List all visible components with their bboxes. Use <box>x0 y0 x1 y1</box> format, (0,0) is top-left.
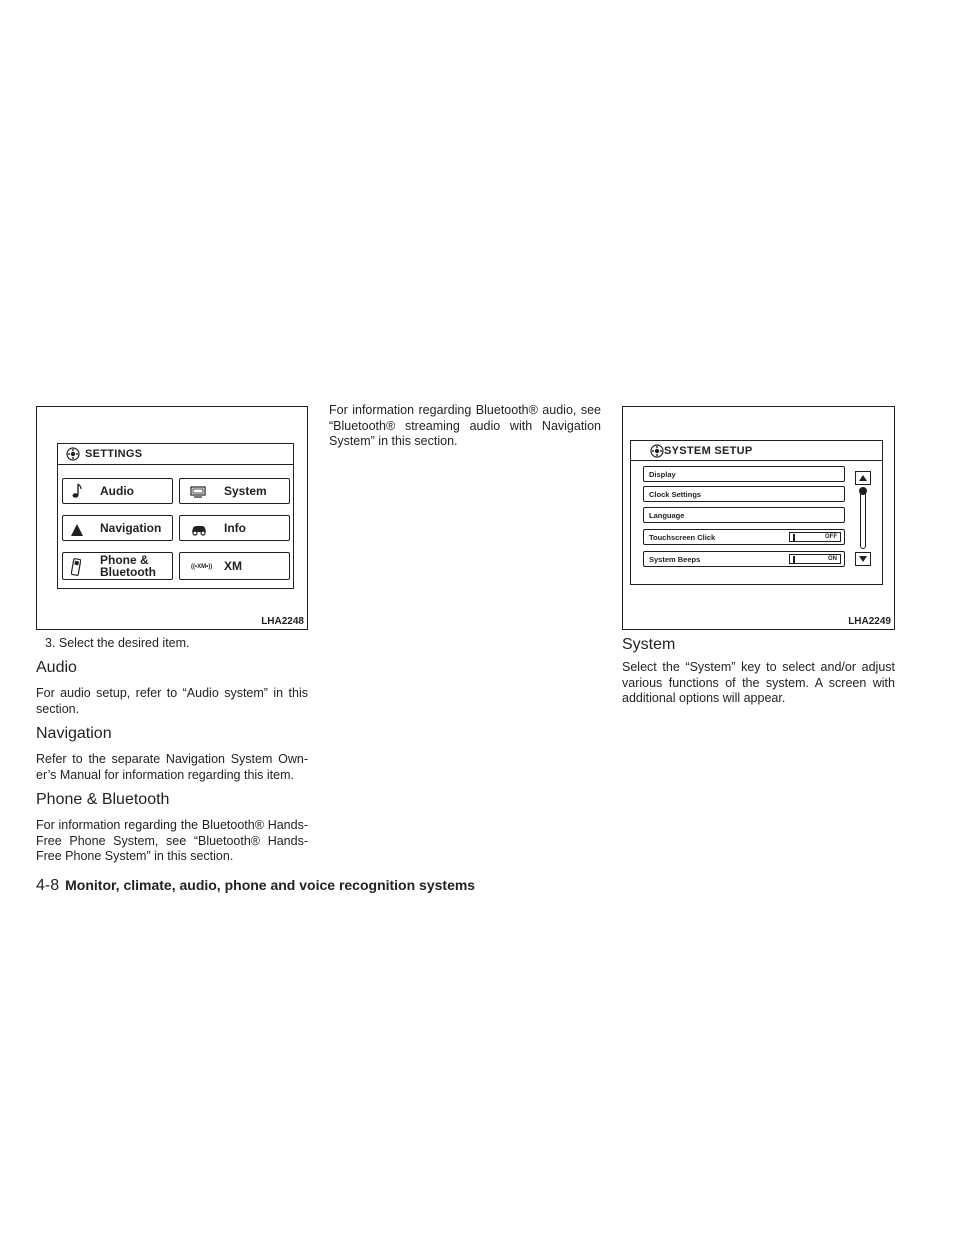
language-row[interactable] <box>643 507 845 523</box>
system-beeps-toggle[interactable] <box>789 554 841 564</box>
audio-button[interactable] <box>62 478 173 504</box>
figure-code: LHA2248 <box>255 615 307 629</box>
navigation-arrow-icon <box>71 524 83 536</box>
system-heading: System <box>622 636 676 653</box>
gear-icon <box>650 444 664 458</box>
system-beeps-row[interactable] <box>643 551 845 567</box>
system-button-label: System <box>224 484 267 498</box>
phone-bluetooth-heading: Phone & Bluetooth <box>36 791 170 808</box>
system-setup-screen-title: SYSTEM SETUP <box>664 445 753 457</box>
touchscreen-click-row[interactable] <box>643 529 845 545</box>
scroll-up-button[interactable] <box>855 471 871 485</box>
xm-logo-icon: ((•XM•)) <box>191 564 213 570</box>
touchscreen-click-toggle[interactable] <box>789 532 841 542</box>
settings-screen-title: SETTINGS <box>85 448 143 460</box>
display-row-label: Display <box>649 470 676 479</box>
phone-icon <box>71 558 81 576</box>
figure-code: LHA2249 <box>842 615 894 629</box>
triangle-down-icon <box>856 553 870 565</box>
page-number: 4-8 <box>36 877 60 894</box>
section-title: Monitor, climate, audio, phone and voice recognition systems <box>65 877 476 893</box>
toggle-indicator <box>793 534 795 541</box>
info-button-label: Info <box>224 521 246 535</box>
display-row[interactable] <box>643 466 845 482</box>
music-note-icon <box>72 483 82 499</box>
system-body: Select the “System” key to select and/or adjust various functions of the system. A screen with additional options will appear. <box>622 660 895 705</box>
xm-button-label: XM <box>224 559 242 573</box>
phone-bluetooth-button[interactable] <box>62 552 173 580</box>
phone-button-label-line1: Phone & <box>100 553 149 567</box>
car-icon <box>190 524 208 536</box>
navigation-body: Refer to the separate Navigation System Own-er’s Manual for information regarding this item. <box>36 752 308 782</box>
system-beeps-row-label: System Beeps <box>649 555 701 564</box>
page-footer <box>36 877 475 895</box>
scroll-thumb[interactable] <box>859 487 867 495</box>
gear-icon <box>66 447 80 461</box>
touchscreen-click-row-label: Touchscreen Click <box>649 533 716 542</box>
navigation-heading: Navigation <box>36 725 112 742</box>
phone-bluetooth-body: For information regarding the Bluetooth® Hands-Free Phone System, see “Bluetooth® Hands-Free Phone System” in this section. <box>36 818 308 863</box>
info-button[interactable] <box>179 515 290 541</box>
phone-button-label-line2: Bluetooth <box>100 565 156 579</box>
language-row-label: Language <box>649 511 685 520</box>
audio-body: For audio setup, refer to “Audio system” in this section. <box>36 686 308 716</box>
touchscreen-click-state: OFF <box>825 534 837 540</box>
audio-heading: Audio <box>36 659 77 676</box>
scroll-down-button[interactable] <box>855 552 871 566</box>
system-setup-figure <box>622 406 895 630</box>
monitor-icon <box>190 486 206 498</box>
system-button[interactable] <box>179 478 290 504</box>
clock-settings-row[interactable] <box>643 486 845 502</box>
system-beeps-state: ON <box>828 556 837 562</box>
toggle-indicator <box>793 556 795 563</box>
clock-settings-row-label: Clock Settings <box>649 490 702 499</box>
navigation-button-label: Navigation <box>100 521 162 535</box>
triangle-up-icon <box>856 472 870 484</box>
xm-button[interactable] <box>179 552 290 580</box>
step-3-text: 3. Select the desired item. <box>45 636 190 650</box>
settings-figure <box>36 406 308 630</box>
navigation-button[interactable] <box>62 515 173 541</box>
bluetooth-audio-paragraph: For information regarding Bluetooth® audio, see “Bluetooth® streaming audio with Navigation System” in this section. <box>329 403 601 448</box>
audio-button-label: Audio <box>100 484 134 498</box>
scroll-track[interactable] <box>860 491 866 549</box>
settings-screen <box>57 443 294 589</box>
system-setup-screen <box>630 440 883 585</box>
